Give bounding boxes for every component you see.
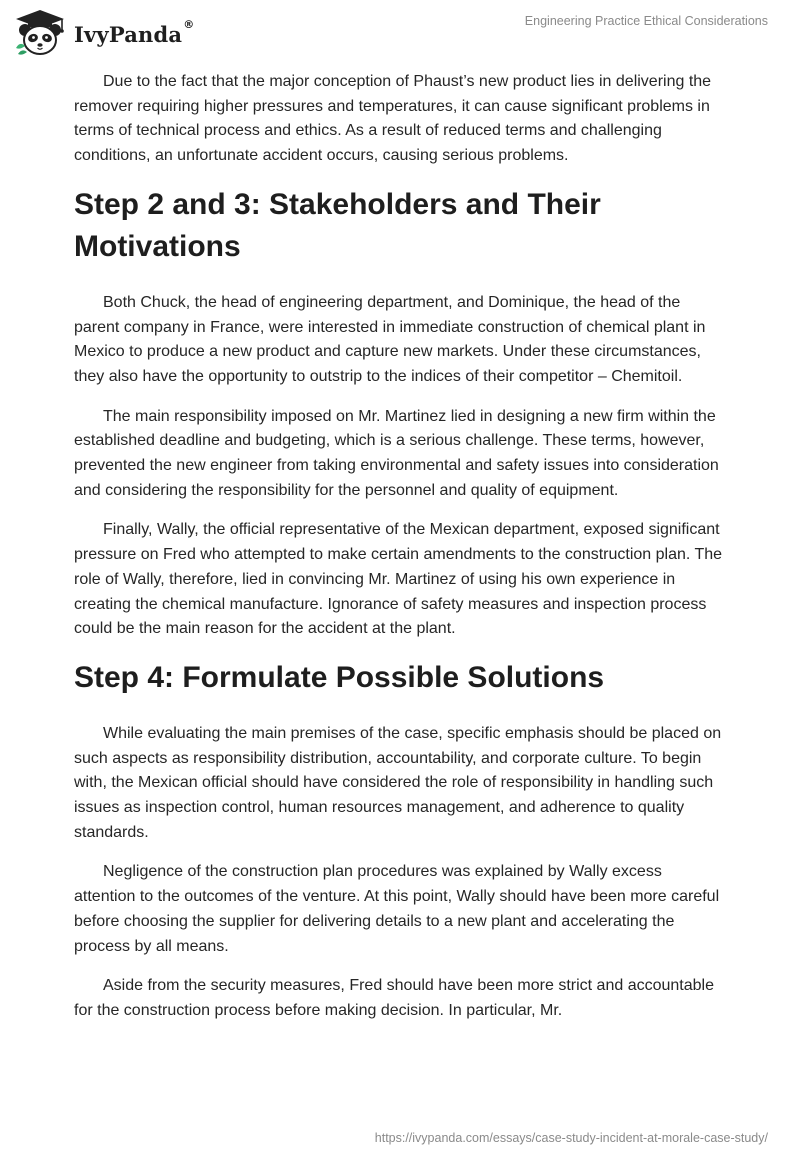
- document-title: Engineering Practice Ethical Considerations: [524, 14, 768, 28]
- paragraph: Aside from the security measures, Fred should have been more strict and accountable for the construction process before making decision. In particular, Mr.: [74, 977, 714, 1019]
- paragraph: Both Chuck, the head of engineering department, and Dominique, the head of the parent company in France, were interested in immediate construction of chemical plant in Mexico to produce a new product and capture new markets. Under these circumstances, they also have the opportunity to outstrip to the indices of their competitor – Chemitoil.: [74, 293, 706, 385]
- ivypanda-logo[interactable]: [12, 8, 194, 60]
- paragraph: While evaluating the main premises of the case, specific emphasis should be placed on such aspects as responsibility distribution, accountability, and corporate culture. To begin with, the Mexican official should have considered the role of responsibility in handling such issues as inspection control, human resources management, and adherence to quality standards.: [74, 724, 722, 841]
- paragraph: Finally, Wally, the official representative of the Mexican department, exposed significant pressure on Fred who attempted to make certain amendments to the construction plan. The role of Wally, therefore, lied in convincing Mr. Martinez of using his own experience in creating the chemical manufacture. Ignorance of safety measures and inspection process could be the main reason for the accident at the plant.: [74, 521, 723, 638]
- paragraph: Negligence of the construction plan procedures was explained by Wally excess attention to the outcomes of the venture. At this point, Wally should have been more careful before choosing the supplier for delivering details to a new plant and accelerating the process by all means.: [74, 863, 720, 955]
- essay-body: [74, 70, 726, 1039]
- paragraph: The main responsibility imposed on Mr. Martinez lied in designing a new firm within the established deadline and budgeting, which is a serious challenge. These terms, however, prevented the new engineer from taking environmental and safety issues into consideration and considering the responsibility for the personnel and quality of equipment.: [74, 407, 719, 499]
- page-header: [0, 0, 800, 70]
- panda-graduation-cap-icon: [12, 8, 68, 60]
- registered-mark: ®: [183, 17, 195, 31]
- source-url[interactable]: https://ivypanda.com/essays/case-study-incident-at-morale-case-study/: [374, 1131, 768, 1145]
- logo-text: IvyPanda®: [74, 17, 195, 47]
- intro-paragraph: Due to the fact that the major conception of Phaust’s new product lies in delivering the remover requiring higher pressures and temperatures, it can cause significant problems in terms of technical process and ethics. As a result of reduced terms and challenging conditions, an unfortunate accident occurs, causing serious problems.: [74, 73, 712, 165]
- section-heading-stakeholders: Step 2 and 3: Stakeholders and Their Motivations: [74, 187, 601, 263]
- section-heading-solutions: Step 4: Formulate Possible Solutions: [74, 660, 605, 694]
